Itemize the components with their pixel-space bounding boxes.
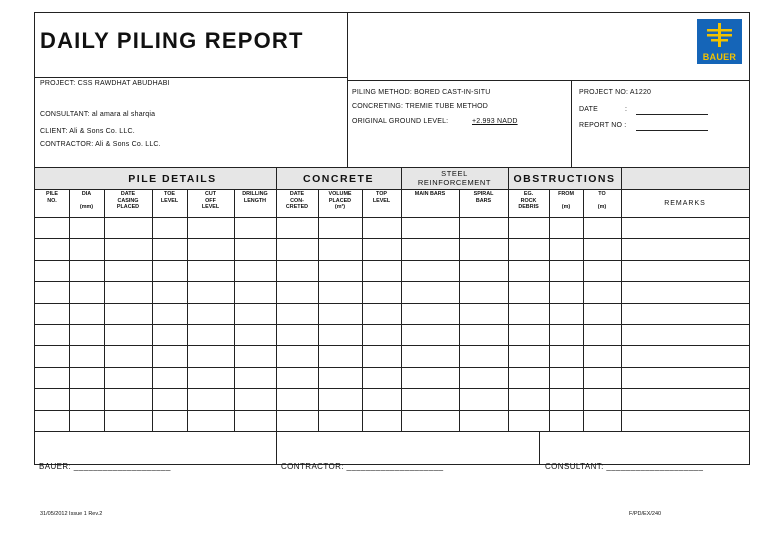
title-underline [35, 77, 347, 78]
obstructions-heading: OBSTRUCTIONS [513, 173, 616, 185]
project-label: PROJECT: CSS RAWDHAT ABUDHABI [40, 80, 170, 87]
column-divider [549, 189, 550, 431]
ground-level-label: ORIGINAL GROUND LEVEL: [352, 118, 449, 125]
band-top-line [35, 167, 750, 168]
steel-heading-line1: STEEL [441, 169, 468, 178]
page-title: DAILY PILING REPORT [40, 28, 304, 53]
concrete-heading: CONCRETE [303, 173, 374, 185]
info-divider [571, 80, 572, 167]
report-number-line[interactable] [636, 130, 708, 131]
contractor-label: CONTRACTOR: Ali & Sons Co. LLC. [40, 141, 161, 148]
band-bottom-line [35, 189, 750, 190]
table-row-line [35, 238, 750, 239]
column-divider [276, 189, 277, 431]
column-divider [583, 189, 584, 431]
column-header: DATE CASING PLACED [116, 191, 140, 210]
band-divider [621, 167, 622, 189]
client-label: CLIENT: Ali & Sons Co. LLC. [40, 128, 135, 135]
date-colon: : [625, 106, 628, 113]
footer-issue: 31/05/2012 Issue 1 Rev.2 [40, 511, 103, 517]
column-divider [621, 189, 622, 431]
column-divider [508, 189, 509, 431]
band-divider [508, 167, 509, 189]
column-header: TOP LEVEL [372, 191, 391, 204]
table-row-line [35, 345, 750, 346]
steel-heading-line2: REINFORCEMENT [417, 178, 492, 187]
column-header: REMARKS [664, 200, 706, 207]
date-line[interactable] [636, 114, 708, 115]
table-row-line [35, 431, 750, 432]
column-header-bottom-line [35, 217, 750, 218]
project-number: PROJECT NO: A1220 [579, 89, 652, 96]
pile-details-heading: PILE DETAILS [128, 173, 217, 185]
column-divider [152, 189, 153, 431]
column-divider [401, 189, 402, 431]
column-divider [362, 189, 363, 431]
column-header: SPIRAL BARS [473, 191, 494, 204]
band-divider [401, 167, 402, 189]
column-header: TO (m) [597, 191, 607, 210]
column-divider [234, 189, 235, 431]
logo-text: BAUER [702, 52, 737, 62]
column-divider [318, 189, 319, 431]
band-divider [276, 167, 277, 189]
column-header: DRILLING LENGTH [242, 191, 268, 204]
concreting-method: CONCRETING: TREMIE TUBE METHOD [352, 103, 489, 110]
table-row-line [35, 367, 750, 368]
consultant-label: CONSULTANT: al amara al sharqia [40, 111, 156, 118]
column-header: EG. ROCK DEBRIS [518, 191, 539, 210]
column-divider [187, 189, 188, 431]
piling-method: PILING METHOD: BORED CAST-IN-SITU [352, 89, 491, 96]
table-row-line [35, 303, 750, 304]
column-header: DATE CON- CRETED [285, 191, 309, 210]
column-header: CUT OFF LEVEL [201, 191, 220, 210]
table-row-line [35, 388, 750, 389]
date-label: DATE [579, 106, 598, 113]
table-row-line [35, 410, 750, 411]
report-number-label: REPORT NO : [579, 122, 627, 129]
column-divider [69, 189, 70, 431]
column-header: VOLUME PLACED (m³) [328, 191, 352, 210]
column-header: FROM (m) [558, 191, 574, 210]
header-divider [347, 12, 348, 167]
column-header: PILE NO. [46, 191, 58, 204]
signature-divider [539, 431, 540, 465]
column-header: DIA (mm) [79, 191, 94, 210]
consultant-signature[interactable]: CONSULTANT: ____________________ [545, 462, 704, 471]
column-divider [459, 189, 460, 431]
table-row-line [35, 260, 750, 261]
ground-level-value: +2.993 NADD [472, 118, 518, 125]
column-header: TOE LEVEL [160, 191, 179, 204]
table-row-line [35, 281, 750, 282]
signature-divider [276, 431, 277, 465]
footer-form-code: F/PD/EX/240 [629, 511, 662, 517]
column-divider [104, 189, 105, 431]
bauer-signature[interactable]: BAUER: ____________________ [39, 462, 171, 471]
bauer-logo [697, 19, 742, 64]
logo-underline [347, 80, 750, 81]
contractor-signature[interactable]: CONTRACTOR: ____________________ [281, 462, 444, 471]
column-header: MAIN BARS [414, 191, 446, 197]
table-row-line [35, 324, 750, 325]
